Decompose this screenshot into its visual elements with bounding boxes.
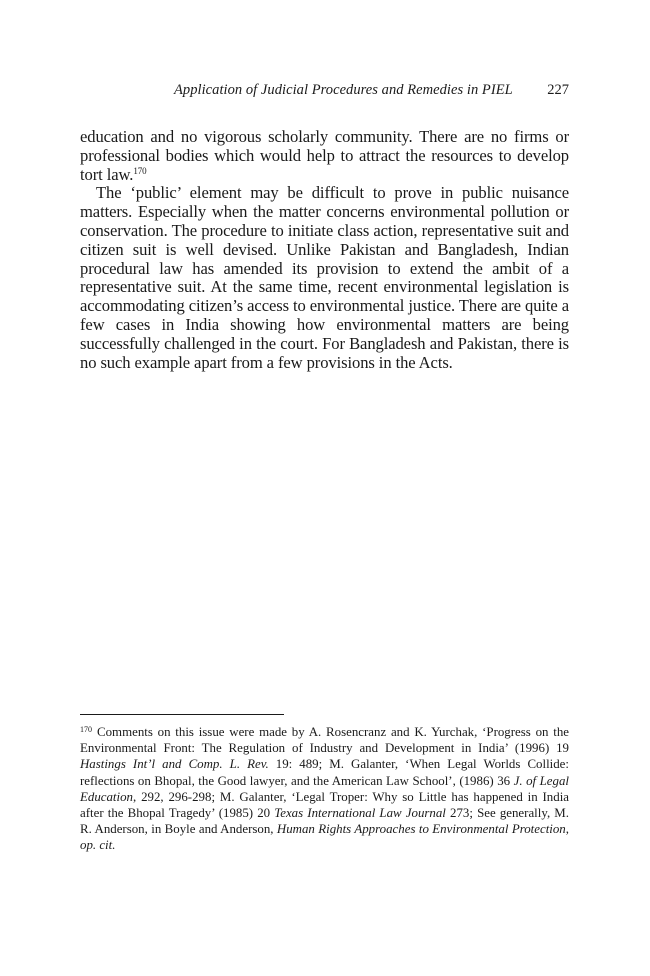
footnote	[80, 724, 569, 854]
page-number: 227	[547, 82, 569, 98]
book-title: Human Rights Approaches to Environmental Protection	[276, 822, 566, 837]
paragraph: The ‘public’ element may be difficult to prove in public nuisance matters. Especially when the matter concerns environmental pollution or conservation. The procedure to initiate class action, representative suit and citizen suit is well devised. Unlike Pakistan and Bangladesh, Indian procedural law has amended its provision to extend the ambit of a representative suit. At the same time, recent environmental legislation is accommodating citizen’s access to environmental justice. There are quite a few cases in India showing how environmental matters are being successfully challenged in the court. For Bangladesh and Pakistan, there is no such example apart from a few provisions in the Acts.	[80, 183, 569, 372]
footnote-text: Comments on this issue were made by A. Rosencranz and K. Yurchak, ‘Progress on the Environmental Front: The Regulation of Industry and Development in India’ (1996) 19	[80, 725, 569, 756]
journal-title: Hastings Int’l and Comp. L. Rev.	[80, 757, 269, 772]
footnote-text: ,	[565, 822, 569, 837]
footnote-divider	[80, 714, 284, 715]
footnotes	[80, 724, 569, 854]
journal-title: Texas International Law Journal	[274, 806, 446, 821]
journal-title: J. of Legal Education	[80, 773, 569, 804]
footnote-text: 273; See generally, M. R. Anderson, in Boyle and Anderson,	[80, 806, 569, 837]
paragraph-text: education and no vigorous scholarly community. There are no firms or professional bodies which would help to attract the resources to develop tort law.	[80, 127, 569, 184]
running-header	[80, 82, 569, 102]
footnote-text: 19: 489; M. Galanter, ‘When Legal Worlds Collide: reflections on Bhopal, the Good lawyer, and the American Law School’, (1986) 36	[80, 757, 569, 788]
footnote-text: , 292, 296-298; M. Galanter, ‘Legal Troper: Why so Little has happened in India after the Bhopal Tragedy’ (1985) 20	[80, 789, 569, 821]
paragraph-continuation	[80, 128, 569, 184]
running-title: Application of Judicial Procedures and Remedies in PIEL	[174, 82, 513, 98]
footnote-number: 170	[80, 725, 92, 734]
body-text	[80, 128, 569, 372]
footnote-reference: 170	[133, 165, 147, 176]
citation-abbreviation: op. cit.	[80, 838, 116, 853]
